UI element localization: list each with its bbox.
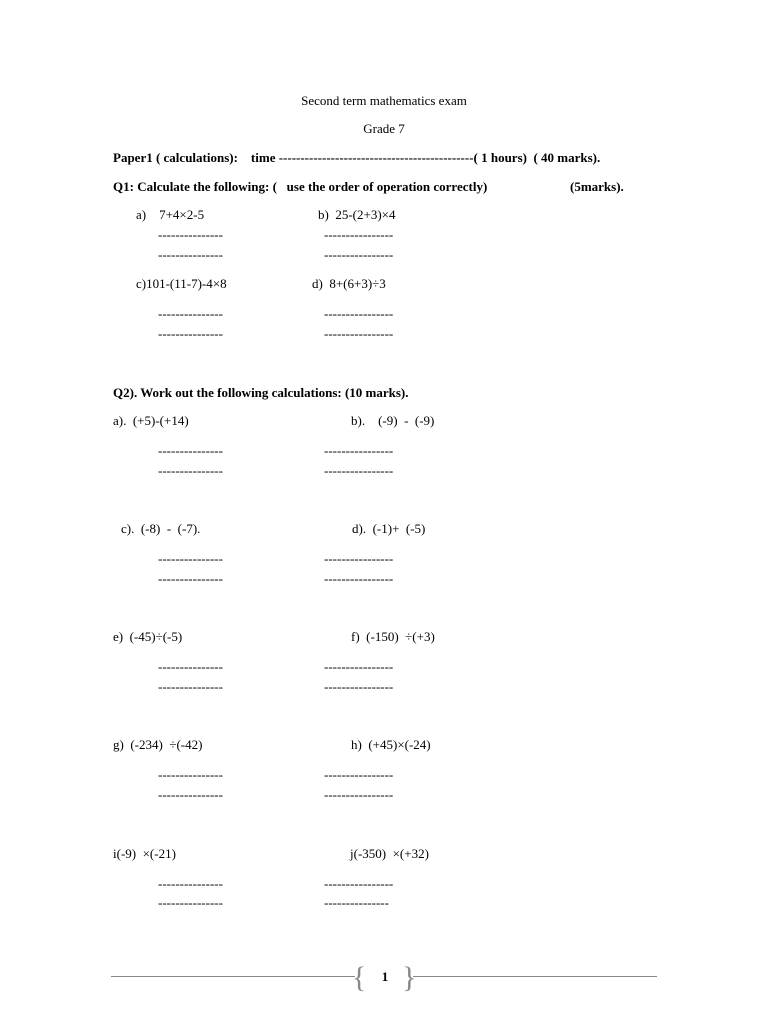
page-number: 1 [381,969,389,984]
answer-line: --------------- [158,443,223,458]
grade-label: Grade 7 [363,121,405,136]
paper-info: Paper1 ( calculations): time ---------------------------------------------( 1 hours) ( 40 marks). [113,150,601,165]
answer-line: --------------- [158,571,223,586]
q1-marks: (5marks). [570,179,624,194]
q2-item-d: d). (-1)+ (-5) [352,521,426,536]
answer-line: --------------- [158,876,223,891]
answer-line: --------------- [158,895,223,910]
answer-line: --------------- [158,326,223,341]
answer-line: --------------- [158,463,223,478]
answer-line: ---------------- [324,787,394,802]
answer-line: --------------- [324,895,389,910]
answer-line: ---------------- [324,443,394,458]
answer-line: --------------- [158,787,223,802]
q2-item-f: f) (-150) ÷(+3) [351,629,435,644]
answer-line: --------------- [158,306,223,321]
q2-item-c: c). (-8) - (-7). [121,521,201,536]
q2-item-j: j(-350) ×(+32) [350,846,429,861]
answer-line: --------------- [158,767,223,782]
left-brace-icon: { [352,961,367,994]
answer-line: --------------- [158,551,223,566]
answer-line: ---------------- [324,306,394,321]
answer-line: ---------------- [324,659,394,674]
q1-heading: Q1: Calculate the following: ( use the order of operation correctly) [113,179,488,194]
answer-line: --------------- [158,247,223,262]
answer-line: ---------------- [324,767,394,782]
q1-item-a: a) 7+4×2-5 [136,207,205,222]
q2-item-b: b). (-9) - (-9) [351,413,435,428]
exam-title: Second term mathematics exam [301,93,467,108]
q2-item-a: a). (+5)-(+14) [113,413,189,428]
answer-line: ---------------- [324,227,394,242]
q1-item-d: d) 8+(6+3)÷3 [312,276,386,291]
answer-line: --------------- [158,679,223,694]
answer-line: ---------------- [324,463,394,478]
q2-heading: Q2). Work out the following calculations: (10 marks). [113,385,409,400]
footer-rule-right [413,976,657,977]
q1-item-c: c)101-(11-7)-4×8 [136,276,227,291]
answer-line: ---------------- [324,876,394,891]
answer-line: ---------------- [324,571,394,586]
answer-line: ---------------- [324,551,394,566]
q2-item-i: i(-9) ×(-21) [113,846,176,861]
q2-item-g: g) (-234) ÷(-42) [113,737,203,752]
answer-line: --------------- [158,659,223,674]
q2-item-h: h) (+45)×(-24) [351,737,431,752]
q2-item-e: e) (-45)÷(-5) [113,629,183,644]
answer-line: --------------- [158,227,223,242]
q1-item-b: b) 25-(2+3)×4 [318,207,396,222]
answer-line: ---------------- [324,247,394,262]
answer-line: ---------------- [324,679,394,694]
right-brace-icon: } [402,961,417,994]
footer-rule-left [111,976,355,977]
answer-line: ---------------- [324,326,394,341]
